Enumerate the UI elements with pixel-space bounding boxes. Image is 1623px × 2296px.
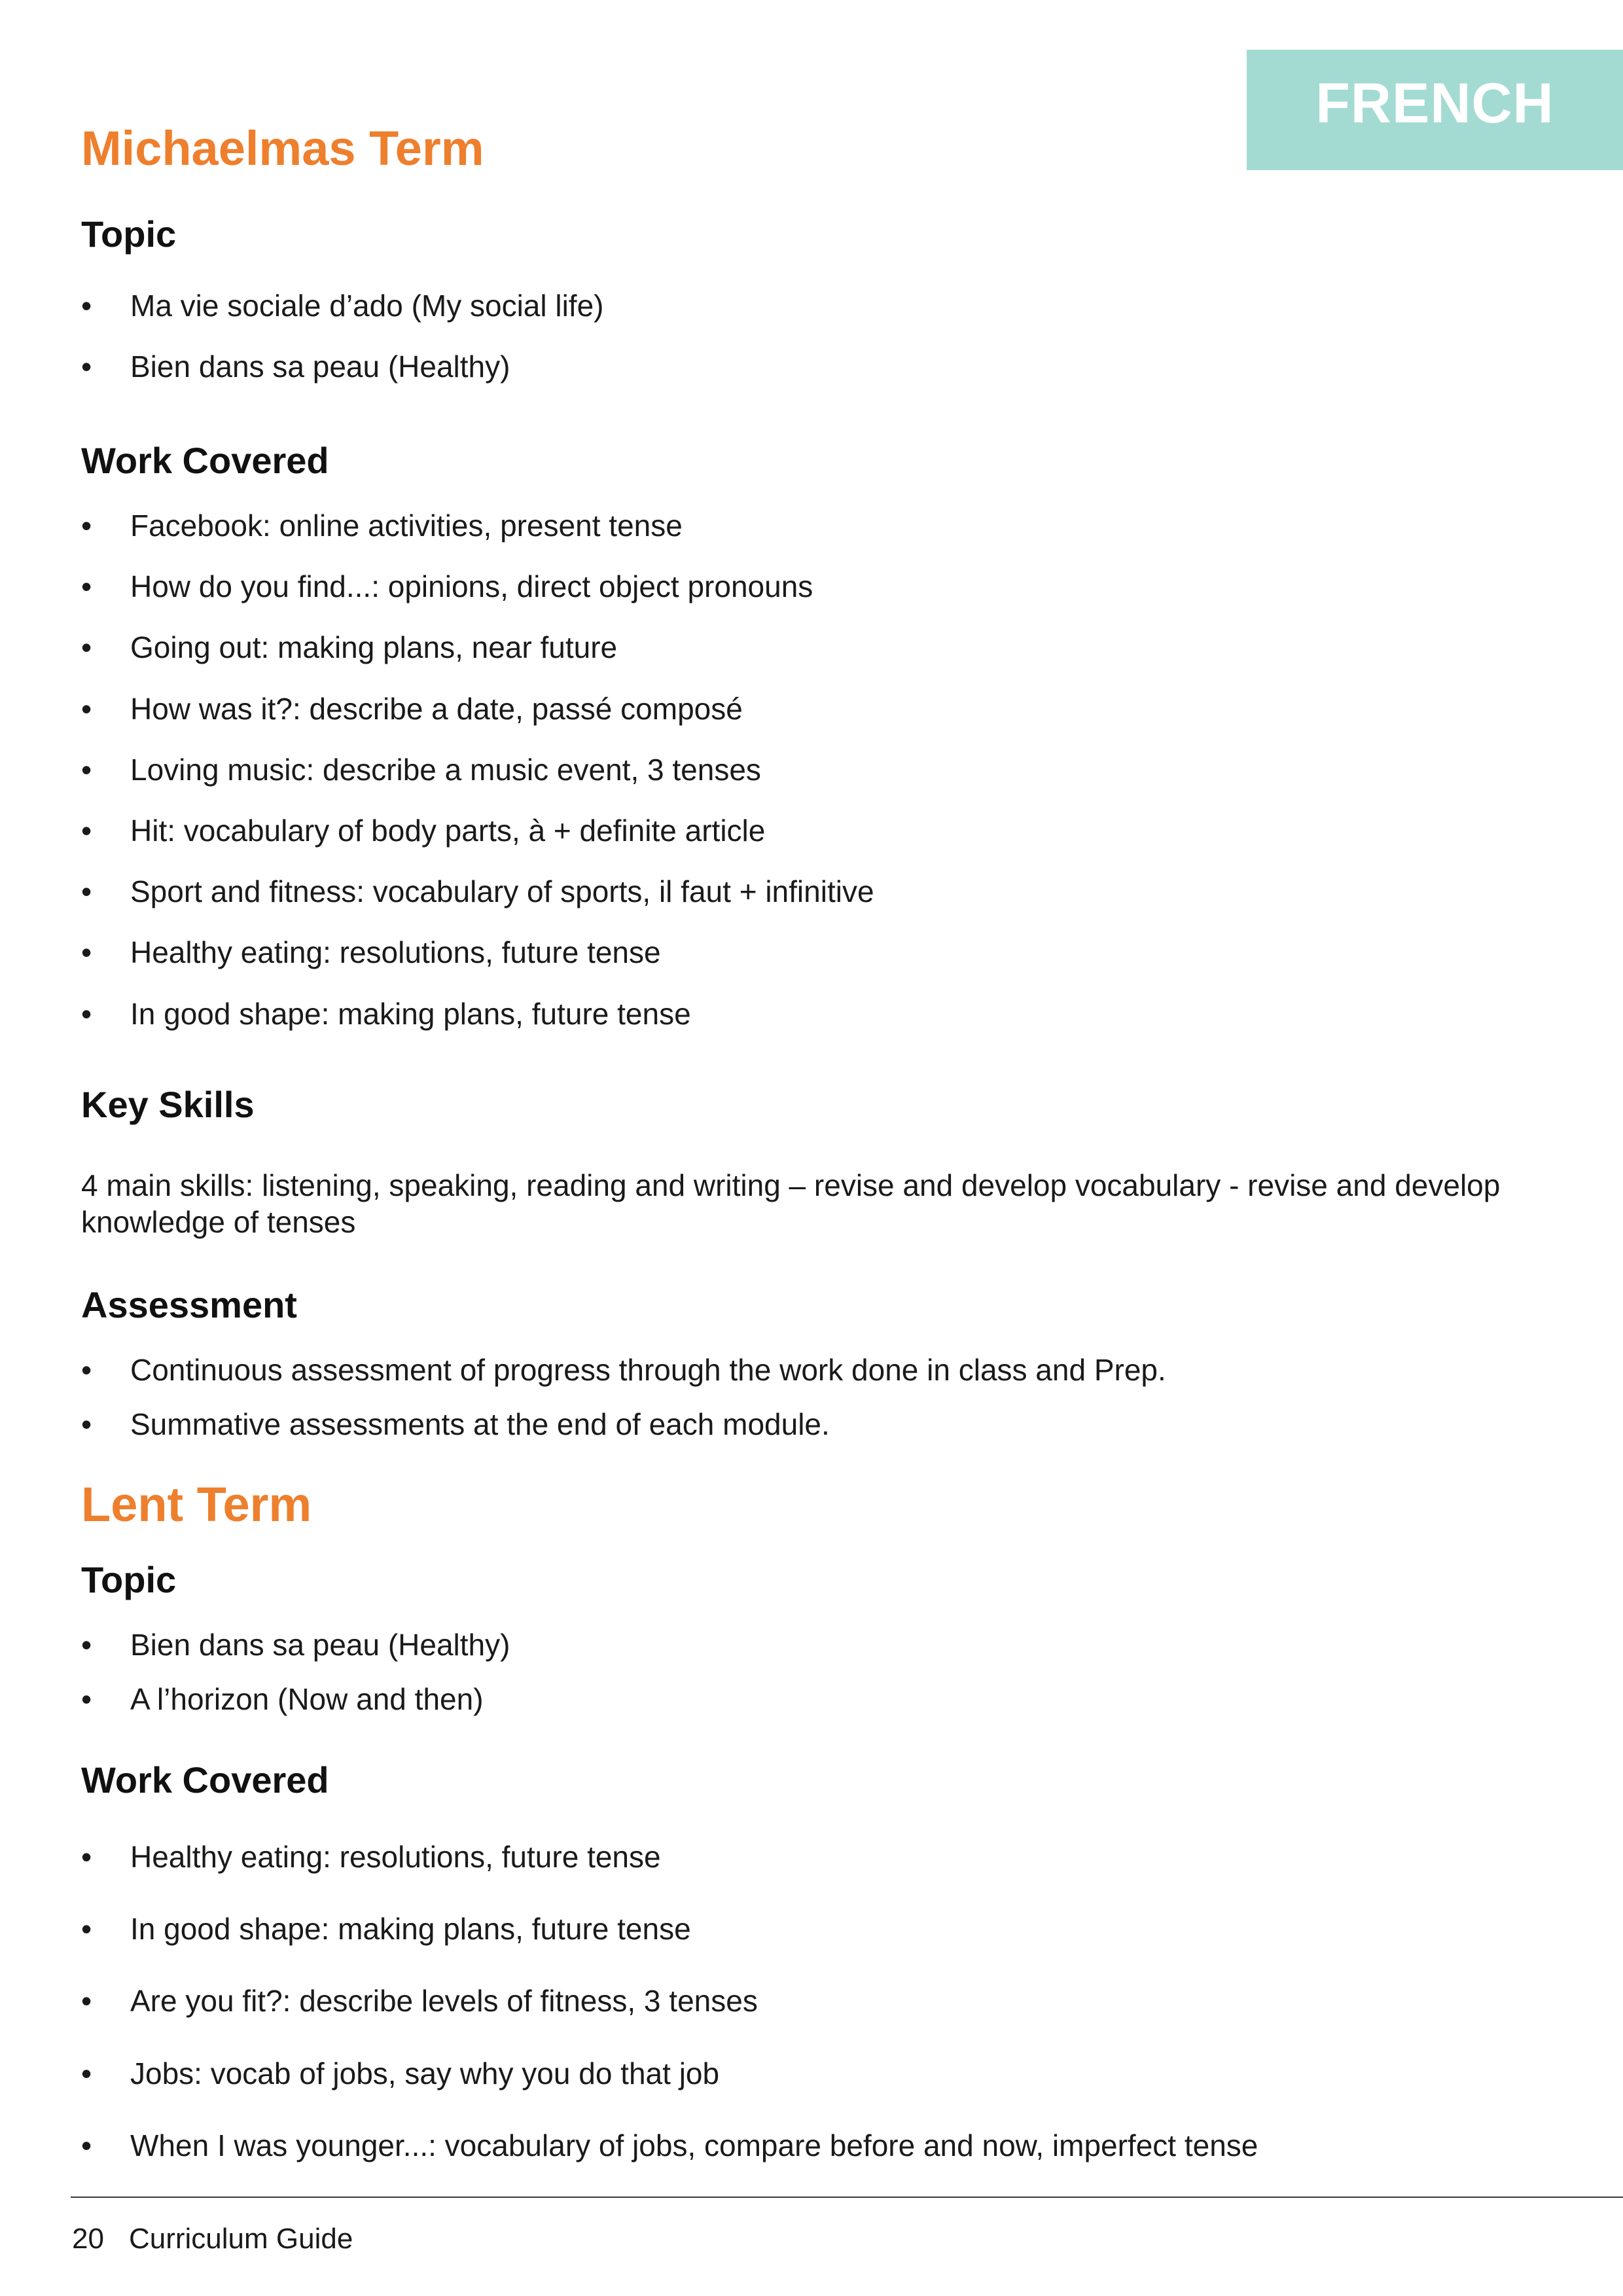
michaelmas-term-title: Michaelmas Term bbox=[81, 121, 484, 175]
subject-tab bbox=[1247, 50, 1623, 170]
page-footer bbox=[72, 2223, 353, 2255]
list-item: • When I was younger...: vocabulary of jobs, compare before and now, imperfect tense bbox=[81, 2128, 1258, 2162]
michaelmas-assessment-heading: Assessment bbox=[81, 1284, 297, 1325]
michaelmas-skills-heading: Key Skills bbox=[81, 1084, 255, 1125]
list-item: • Bien dans sa peau (Healthy) bbox=[81, 1628, 510, 1662]
list-item: • Going out: making plans, near future bbox=[81, 630, 618, 665]
michaelmas-topic-heading: Topic bbox=[81, 213, 177, 255]
list-item: • Are you fit?: describe levels of fitness, 3 tenses bbox=[81, 1984, 758, 2018]
list-item: • Hit: vocabulary of body parts, à + definite article bbox=[81, 813, 766, 848]
list-item: • Jobs: vocab of jobs, say why you do that job bbox=[81, 2056, 720, 2090]
list-item: • How do you find...: opinions, direct object pronouns bbox=[81, 569, 813, 604]
list-item: • Ma vie sociale d’ado (My social life) bbox=[81, 289, 604, 323]
list-item: • In good shape: making plans, future tense bbox=[81, 1912, 691, 1946]
subject-tab-label: FRENCH bbox=[1315, 71, 1554, 135]
list-item: • Sport and fitness: vocabulary of sports, il faut + infinitive bbox=[81, 874, 874, 909]
list-item: • Healthy eating: resolutions, future tense bbox=[81, 935, 661, 970]
footer-guide-title: Curriculum Guide bbox=[128, 2223, 353, 2255]
page-number: 20 bbox=[72, 2223, 104, 2255]
list-item: • Bien dans sa peau (Healthy) bbox=[81, 350, 510, 384]
list-item: • In good shape: making plans, future tense bbox=[81, 996, 691, 1031]
lent-work-heading: Work Covered bbox=[81, 1759, 329, 1801]
lent-term-title: Lent Term bbox=[81, 1477, 312, 1532]
michaelmas-skills-text: 4 main skills: listening, speaking, reading and writing – revise and develop vocabulary - revise and develop knowledge of tenses bbox=[81, 1168, 1501, 1239]
list-item: • Facebook: online activities, present tense bbox=[81, 509, 683, 543]
michaelmas-topic-list bbox=[81, 288, 1554, 385]
list-item: • How was it?: describe a date, passé composé bbox=[81, 691, 743, 726]
list-item: • Continuous assessment of progress through the work done in class and Prep. bbox=[81, 1353, 1166, 1387]
list-item: • Healthy eating: resolutions, future tense bbox=[81, 1840, 661, 1874]
michaelmas-work-list bbox=[81, 508, 1554, 1032]
lent-topic-list bbox=[81, 1627, 1554, 1717]
michaelmas-work-heading: Work Covered bbox=[81, 440, 329, 481]
list-item: • Summative assessments at the end of each module. bbox=[81, 1407, 830, 1442]
list-item: • Loving music: describe a music event, 3 tenses bbox=[81, 752, 761, 787]
list-item: • A l’horizon (Now and then) bbox=[81, 1682, 484, 1717]
footer-divider bbox=[71, 2197, 1623, 2198]
lent-topic-heading: Topic bbox=[81, 1559, 177, 1600]
lent-work-list bbox=[81, 1839, 1554, 2164]
michaelmas-assessment-list bbox=[81, 1352, 1554, 1443]
